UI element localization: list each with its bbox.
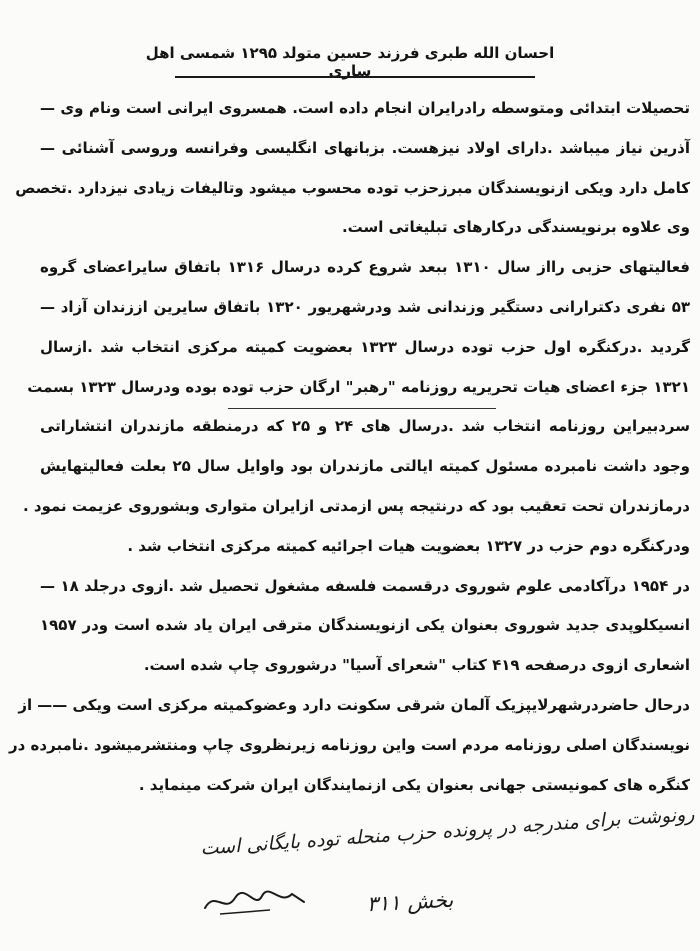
hand-underline-mark bbox=[228, 408, 496, 409]
body-line: ۵۳ نفری دکترارانی دستگیر وزندانی شد ودرشهریور ۱۳۲۰ باتفاق سایرین اززندان آزاد — bbox=[40, 297, 690, 316]
body-line: آذرین نیاز میباشد .دارای اولاد نیزهست. بزبانهای انگلیسی وفرانسه وروسی آشنائی — bbox=[40, 138, 690, 157]
body-line: ودرکنگره دوم حزب در ۱۳۲۷ بعضویت هیات اجرائیه کمیته مرکزی انتخاب شد . bbox=[127, 536, 690, 555]
body-line: کنگره های کمونیستی جهانی بعنوان یکی ازنمایندگان ایران شرکت مینماید . bbox=[138, 775, 690, 794]
handwritten-number: بخش ۳۱۱ bbox=[366, 887, 454, 917]
document-body bbox=[9, 98, 691, 814]
body-line: اشعاری ازوی درصفحه ۴۱۹ کتاب "شعرای آسیا" درشوروی چاپ شده است. bbox=[143, 656, 690, 675]
signature-scribble bbox=[200, 880, 310, 920]
body-line: وجود داشت نامبرده مسئول کمیته ایالتی مازندران بود واوایل سال ۲۵ بعلت فعالیتهایش bbox=[40, 457, 690, 476]
handwritten-note: رونوشت برای مندرجه در پرونده حزب منحله توده بایگانی است bbox=[199, 803, 696, 860]
body-line: درحال حاضردرشهرلایپزیک آلمان شرقی سکونت دارد وعضوکمیته مرکزی است ویکی —— از bbox=[18, 695, 690, 714]
body-line: انسیکلوپدی جدید شوروی بعنوان یکی ازنویسندگان مترقی ایران یاد شده است ودر ۱۹۵۷ bbox=[40, 616, 690, 635]
body-line: نویسندگان اصلی روزنامه مردم است واین روزنامه زیرنظروی چاپ ومنتشرمیشود .نامبرده در bbox=[9, 735, 690, 754]
body-line: وی علاوه برنویسندگی درکارهای تبلیغاتی است. bbox=[341, 218, 690, 237]
body-line: سردبیراین روزنامه انتخاب شد .درسال های ۲۴ و ۲۵ که درمنطقه مازندران انتشاراتی bbox=[40, 417, 690, 436]
document-title: احسان الله طبری فرزند حسین متولد ۱۲۹۵ شمسی اهل ساری bbox=[145, 44, 555, 80]
body-line: در ۱۹۵۴ درآکادمی علوم شوروی درقسمت فلسفه مشغول تحصیل شد .ازوی درجلد ۱۸ — bbox=[40, 576, 690, 595]
body-line: فعالیتهای حزبی رااز سال ۱۳۱۰ ببعد شروع کرده درسال ۱۳۱۶ باتفاق سایراعضای گروه bbox=[40, 258, 691, 277]
body-line: ۱۳۲۱ جزء اعضای هیات تحریریه روزنامه "رهبر" ارگان حزب توده بوده ودرسال ۱۳۲۳ بسمت bbox=[27, 377, 690, 396]
body-line: تحصیلات ابتدائی ومتوسطه رادرایران انجام داده است. همسروی ایرانی است ونام وی — bbox=[40, 99, 690, 117]
body-line: درمازندران تحت تعقیب بود که درنتیجه پس ازمدتی ازایران متواری وبشوروی عزیمت نمود . bbox=[22, 496, 690, 515]
body-line: کامل دارد ویکی ازنویسندگان مبرزحزب توده محسوب میشود وتالیفات زیادی نیزدارد .تخصص bbox=[15, 178, 690, 197]
title-underline bbox=[175, 76, 535, 78]
body-line: گردید .درکنگره اول حزب توده درسال ۱۳۲۳ بعضویت کمیته مرکزی انتخاب شد .ازسال bbox=[40, 337, 690, 356]
